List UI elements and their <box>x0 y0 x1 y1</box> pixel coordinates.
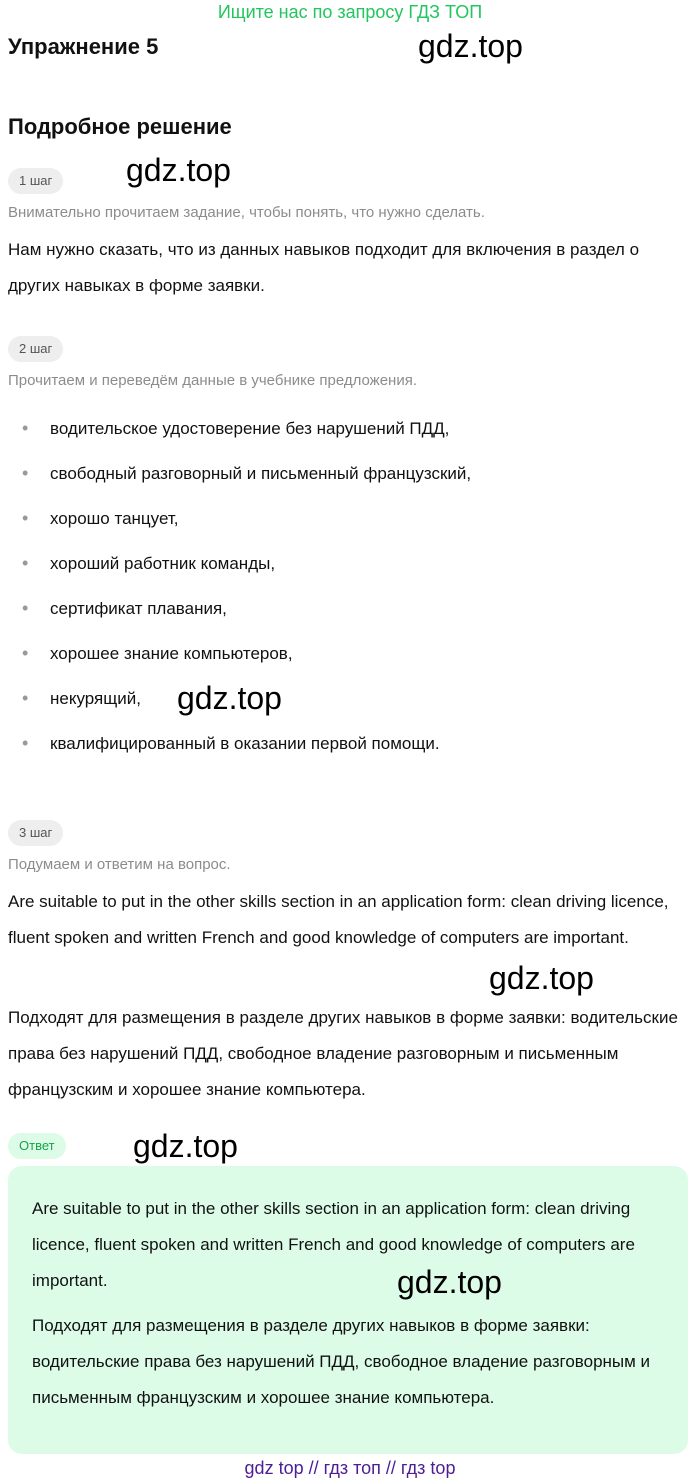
bullet-icon: • <box>22 733 29 753</box>
watermark: gdz.top <box>133 1128 238 1164</box>
bullet-icon: • <box>22 598 29 618</box>
answer-text-en: Are suitable to put in the other skills section in an application form: clean driving licence, fluent spoken and written French and good knowledge of computers are important. <box>32 1199 635 1290</box>
bullet-icon: • <box>22 463 29 483</box>
list-item-text: квалифицированный в оказании первой помощи. <box>50 734 440 753</box>
list-item <box>22 721 471 766</box>
step-3-badge: 3 шаг <box>8 820 63 846</box>
list-item <box>22 631 471 676</box>
list-item-text: сертификат плавания, <box>50 599 227 618</box>
list-item-text: хороший работник команды, <box>50 554 276 573</box>
promo-banner: Ищите нас по запросу ГДЗ ТОП <box>217 2 483 22</box>
step-1-text: Нам нужно сказать, что из данных навыков подходит для включения в раздел о других навыках в форме заявки. <box>8 240 640 295</box>
bullet-icon: • <box>22 688 29 708</box>
list-item-text: хорошее знание компьютеров, <box>50 644 293 663</box>
step-3-hint: Подумаем и ответим на вопрос. <box>8 856 231 873</box>
step-2-hint: Прочитаем и переведём данные в учебнике предложения. <box>8 372 418 389</box>
watermark: gdz.top <box>177 680 282 716</box>
step-1-badge: 1 шаг <box>8 168 63 194</box>
list-item-text: водительское удостоверение без нарушений ПДД, <box>50 419 450 438</box>
bullet-icon: • <box>22 643 29 663</box>
bullet-icon: • <box>22 553 29 573</box>
step-1-hint: Внимательно прочитаем задание, чтобы понять, что нужно сделать. <box>8 204 485 221</box>
step-3-text-en: Are suitable to put in the other skills section in an application form: clean driving licence, fluent spoken and written French and good knowledge of computers are important. <box>8 892 669 947</box>
list-item <box>22 496 471 541</box>
watermark: gdz.top <box>418 28 523 64</box>
list-item <box>22 451 471 496</box>
list-item <box>22 406 471 451</box>
list-item-text: некурящий, <box>50 689 141 708</box>
bullet-icon: • <box>22 418 29 438</box>
footer-links: gdz top // гдз топ // гдз top <box>244 1458 456 1478</box>
watermark: gdz.top <box>489 960 594 996</box>
answer-badge: Ответ <box>8 1133 66 1159</box>
exercise-title: Упражнение 5 <box>8 34 159 59</box>
watermark: gdz.top <box>397 1264 502 1300</box>
list-item-text: хорошо танцует, <box>50 509 179 528</box>
watermark: gdz.top <box>126 152 231 188</box>
list-item <box>22 586 471 631</box>
list-item <box>22 541 471 586</box>
list-item-text: свободный разговорный и письменный французский, <box>50 464 472 483</box>
bullet-icon: • <box>22 508 29 528</box>
step-3-text-ru: Подходят для размещения в разделе других навыков в форме заявки: водительские права без нарушений ПДД, свободное владение разговорным и письменным французским и хорошее знание компьютера. <box>8 1008 678 1099</box>
step-2-badge: 2 шаг <box>8 336 63 362</box>
solution-heading: Подробное решение <box>8 114 232 139</box>
answer-text-ru: Подходят для размещения в разделе других навыков в форме заявки: водительские права без нарушений ПДД, свободное владение разговорным и письменным французским и хорошее знание компьютера. <box>32 1316 651 1407</box>
